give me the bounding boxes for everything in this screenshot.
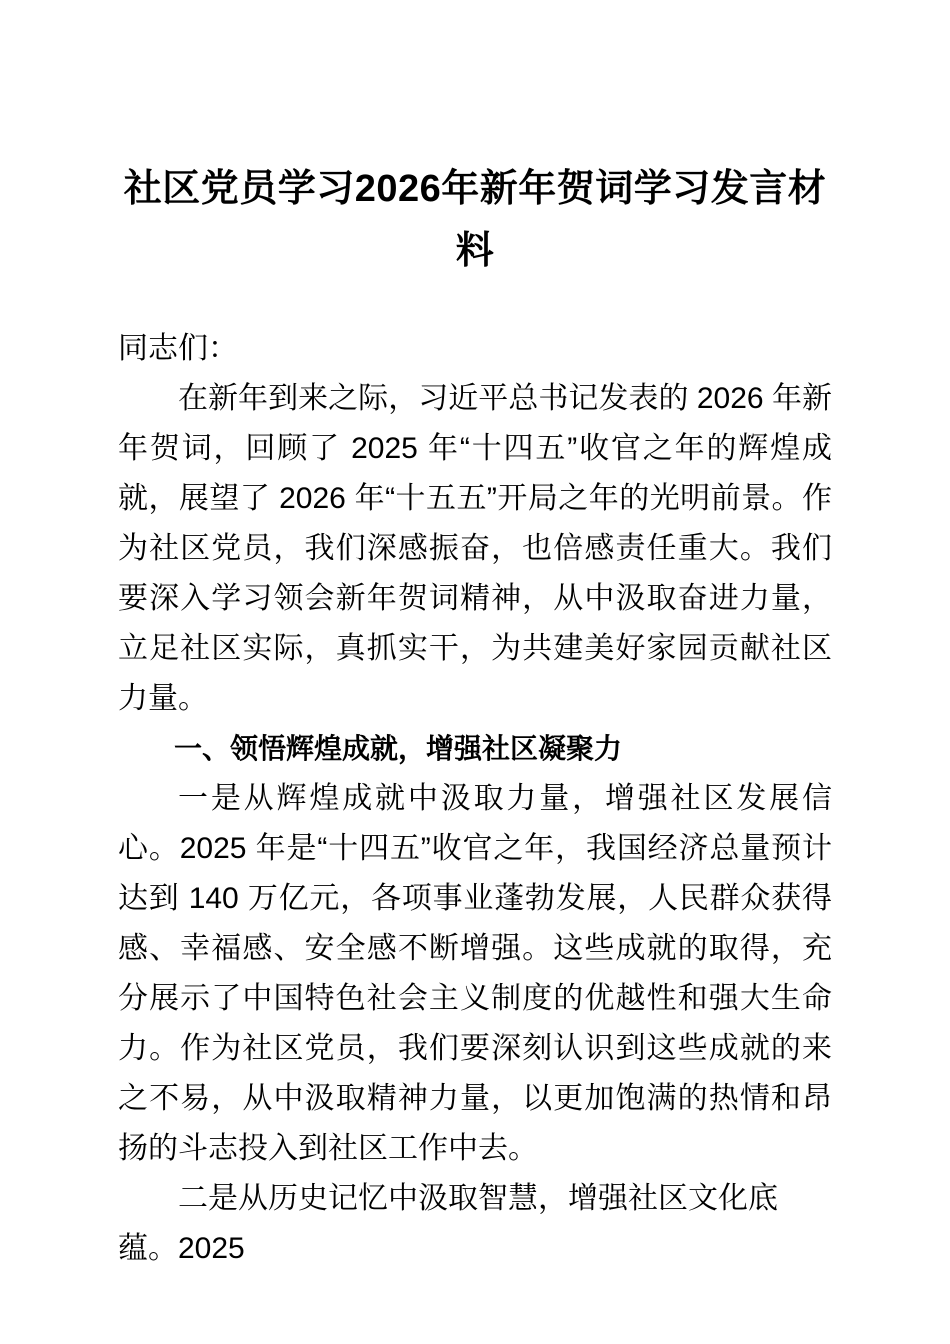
paragraph-point-1-2: 二是从历史记忆中汲取智慧，增强社区文化底蕴。2025 <box>118 1182 778 1265</box>
page-title: 社区党员学习2026年新年贺词学习发言材料 <box>123 168 827 272</box>
paragraph-opening: 在新年到来之际，习近平总书记发表的 2026 年新年贺词，回顾了 2025 年“十四五”收官之年的辉煌成就，展望了 2026 年“十五五”开局之年的光明前景。作为社区党员，我们深感振奋，也倍感责任重大。我们要深入学习领会新年贺词精神，从中汲取奋进力量，立足社区实际，真抓实干，为共建美好家园贡献社区力量。 <box>118 382 832 715</box>
document-content <box>118 0 832 1274</box>
paragraph-point-1-1: 一是从辉煌成就中汲取力量，增强社区发展信心。2025 年是“十四五”收官之年，我国经济总量预计达到 140 万亿元，各项事业蓬勃发展，人民群众获得感、幸福感、安全感不断增强。这些成就的取得，充分展示了中国特色社会主义制度的优越性和强大生命力。作为社区党员，我们要深刻认识到这些成就的来之不易，从中汲取精神力量，以更加饱满的热情和昂扬的斗志投入到社区工作中去。 <box>118 782 832 1165</box>
salutation: 同志们： <box>118 332 238 365</box>
section-heading-1: 一、领悟辉煌成就，增强社区凝聚力 <box>174 733 623 764</box>
